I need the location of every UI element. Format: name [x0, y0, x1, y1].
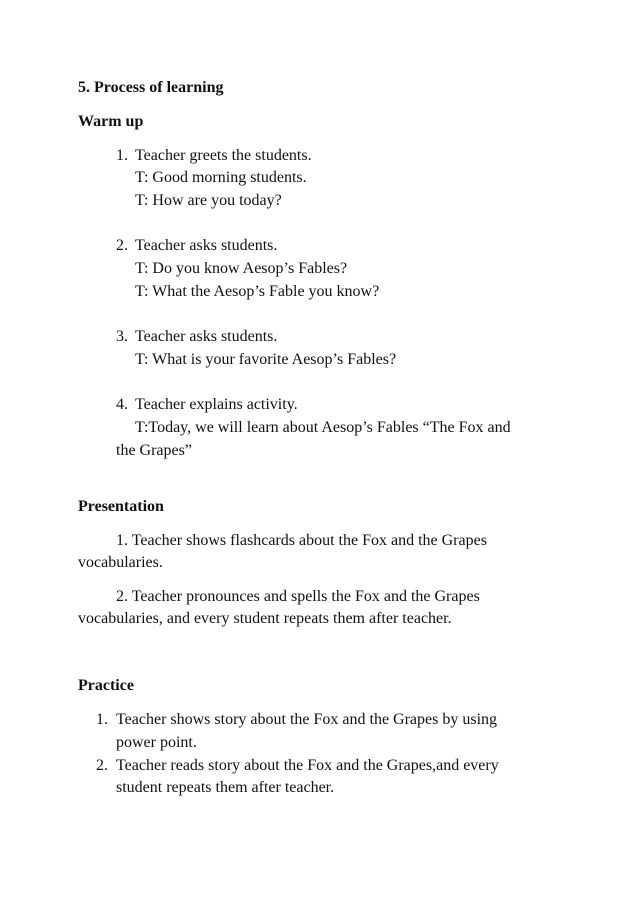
- warm-up-item-2-line-2: T: What the Aesop’s Fable you know?: [135, 283, 380, 300]
- practice-item-1-line-1: Teacher shows story about the Fox and the Grapes by using: [116, 711, 498, 728]
- warm-up-item-3-line-1: T: What is your favorite Aesop’s Fables?: [135, 351, 397, 368]
- practice-item-1-number: 1.: [96, 711, 108, 728]
- warm-up-item-3-number: 3.: [116, 328, 128, 345]
- presentation-heading: Presentation: [78, 498, 164, 515]
- warm-up-item-1-text: Teacher greets the students.: [135, 147, 312, 164]
- warm-up-item-1-number: 1.: [116, 147, 128, 164]
- warm-up-item-4-line-2: the Grapes”: [116, 442, 192, 459]
- presentation-item-1-line-1: 1. Teacher shows flashcards about the Fox and the Grapes: [116, 532, 487, 549]
- presentation-item-1-line-2: vocabularies.: [78, 554, 163, 571]
- warm-up-item-4-text: Teacher explains activity.: [135, 396, 298, 413]
- warm-up-item-2-text: Teacher asks students.: [135, 237, 278, 254]
- warm-up-item-2-number: 2.: [116, 237, 128, 254]
- practice-item-2-line-2: student repeats them after teacher.: [116, 779, 335, 796]
- presentation-item-2-line-1: 2. Teacher pronounces and spells the Fox and the Grapes: [116, 588, 480, 605]
- practice-item-2-number: 2.: [96, 757, 108, 774]
- presentation-item-2-line-2: vocabularies, and every student repeats them after teacher.: [78, 610, 452, 627]
- warm-up-item-3-text: Teacher asks students.: [135, 328, 278, 345]
- warm-up-item-4-number: 4.: [116, 396, 128, 413]
- warm-up-item-1-line-1: T: Good morning students.: [135, 169, 307, 186]
- warm-up-item-2-line-1: T: Do you know Aesop’s Fables?: [135, 260, 348, 277]
- section-title: 5. Process of learning: [78, 79, 224, 96]
- warm-up-item-4-line-1: T:Today, we will learn about Aesop’s Fables “The Fox and: [135, 419, 511, 436]
- practice-item-1-line-2: power point.: [116, 734, 197, 751]
- warm-up-heading: Warm up: [78, 113, 144, 130]
- warm-up-item-1-line-2: T: How are you today?: [135, 192, 282, 209]
- practice-item-2-line-1: Teacher reads story about the Fox and the Grapes,and every: [116, 757, 499, 774]
- practice-heading: Practice: [78, 677, 134, 694]
